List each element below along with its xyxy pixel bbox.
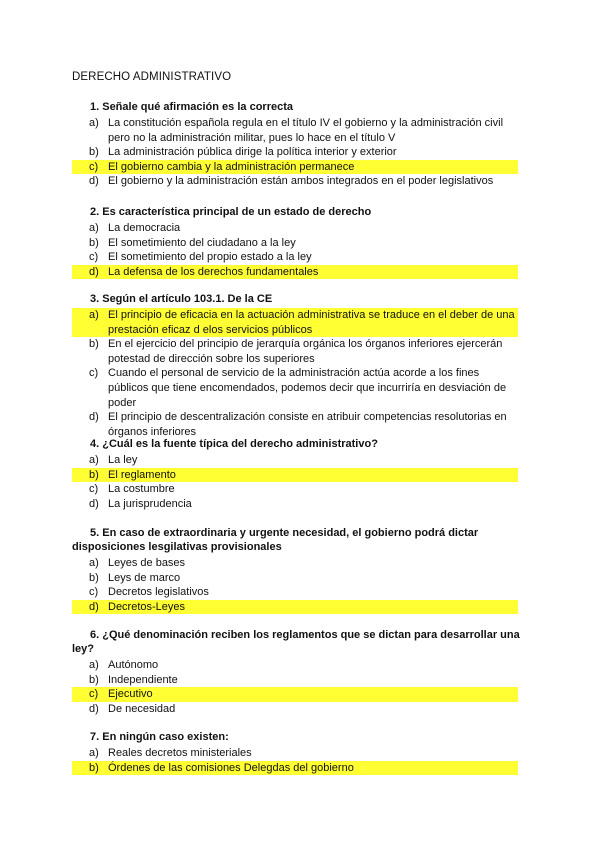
option-c: c) Decretos legislativos — [89, 586, 209, 599]
option-list — [72, 658, 532, 716]
option-a: a) La ley — [89, 454, 138, 466]
question-heading: 7. En ningún caso existen: — [90, 731, 229, 743]
option-b: b) Independiente — [89, 673, 178, 686]
option-d: d) De necesidad — [89, 702, 176, 715]
option-c: c) La costumbre — [89, 483, 175, 496]
question-heading: 1. Señale qué afirmación es la correcta — [90, 101, 293, 113]
option-list — [72, 116, 532, 189]
question-heading: 2. Es característica principal de un estado de derecho — [90, 206, 372, 218]
option-a: a) La constitución española regula en el título IV el gobierno y la administración civil pero no la administración militar, pues lo hace en el título V — [89, 117, 504, 144]
question-2 — [72, 205, 532, 279]
option-d-highlighted: d) La defensa de los derechos fundamentales — [72, 265, 518, 280]
option-c-highlighted: c) El gobierno cambia y la administración permanece — [72, 160, 518, 175]
option-a: a) La democracia — [89, 222, 181, 234]
option-b: b) La administración pública dirige la política interior y exterior — [89, 146, 397, 159]
question-heading: 6. ¿Qué denominación reciben los reglamentos que se dictan para desarrollar una ley? — [72, 629, 520, 655]
option-list — [72, 556, 532, 614]
option-a: a) Reales decretos ministeriales — [89, 747, 252, 759]
option-c-highlighted: c) Ejecutivo — [72, 687, 518, 702]
option-b-highlighted: b) El reglamento — [72, 468, 518, 483]
option-list — [72, 453, 532, 511]
option-c: c) El sometimiento del propio estado a la ley — [89, 251, 312, 264]
question-heading: 5. En caso de extraordinaria y urgente necesidad, el gobierno podrá dictar disposiciones lesgilativas provisionales — [72, 527, 479, 553]
question-3 — [72, 292, 532, 439]
option-list — [72, 221, 532, 279]
option-d: d) La jurisprudencia — [89, 497, 192, 510]
question-heading: 3. Según el artículo 103.1. De la CE — [90, 293, 273, 305]
option-list — [72, 308, 532, 439]
option-d: d) El gobierno y la administración están ambos integrados en el poder legislativos — [89, 175, 494, 188]
option-list — [72, 746, 532, 775]
question-6 — [72, 628, 532, 716]
option-c: c) Cuando el personal de servicio de la administración actúa acorde a los fines públicos que tiene encomendados, podemos decir que incurriría en desviación de poder — [89, 367, 507, 409]
question-7 — [72, 730, 532, 775]
option-a: a) Leyes de bases — [89, 557, 186, 569]
option-a: a) Autónomo — [89, 659, 159, 671]
option-d: d) El principio de descentralización consiste en atribuir competencias resolutorias en órganos inferiores — [89, 411, 507, 438]
question-5 — [72, 526, 532, 614]
option-b: b) En el ejercicio del principio de jerarquía orgánica los órganos inferiores ejercerán potestad de dirección sobre los superiores — [89, 338, 503, 365]
option-b: b) El sometimiento del ciudadano a la ley — [89, 236, 296, 249]
option-b: b) Leys de marco — [89, 571, 181, 584]
option-b-highlighted: b) Órdenes de las comisiones Delegdas del gobierno — [72, 761, 518, 776]
question-4 — [72, 437, 532, 511]
question-heading: 4. ¿Cuál es la fuente típica del derecho administrativo? — [90, 438, 378, 450]
option-a-highlighted: a) El principio de eficacia en la actuación administrativa se traduce en el deber de una prestación eficaz d elos servicios públicos — [72, 308, 518, 337]
option-d-highlighted: d) Decretos-Leyes — [72, 600, 518, 615]
question-1 — [72, 100, 532, 189]
document-title: DERECHO ADMINISTRATIVO — [72, 71, 232, 83]
